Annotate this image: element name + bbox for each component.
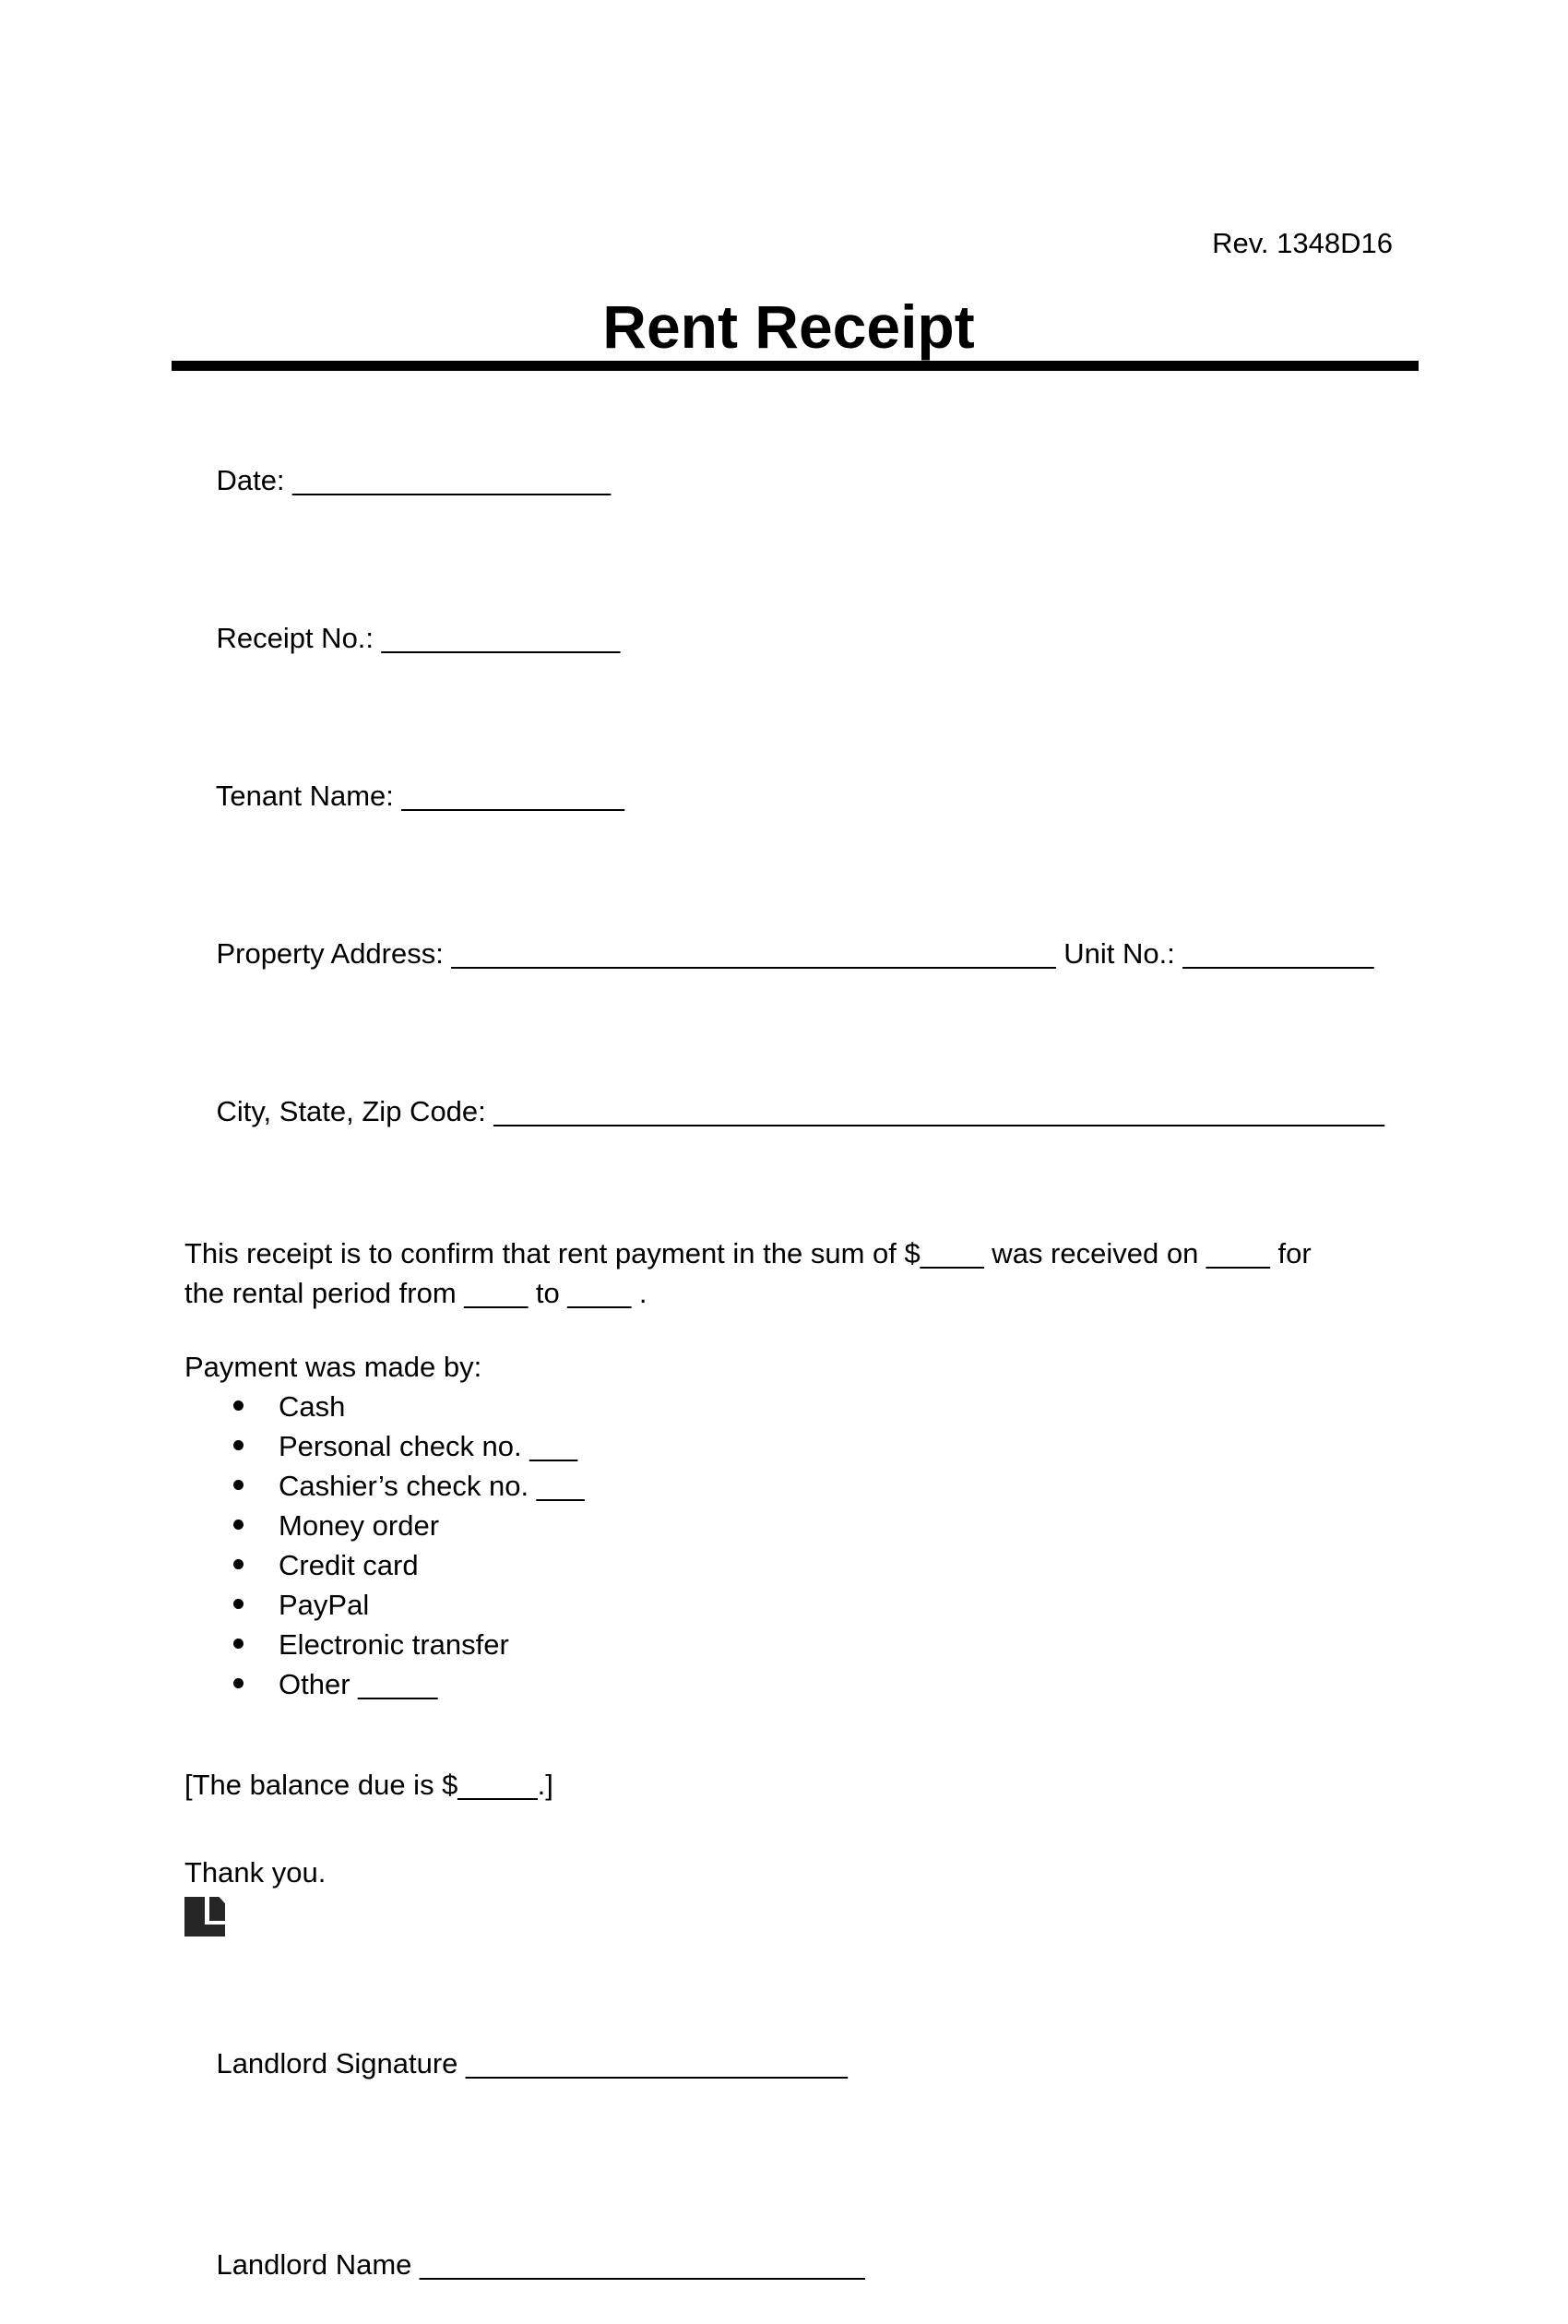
field-property-address [184,894,1393,1013]
balance-due-note: [The balance due is $_____.] [184,1769,553,1801]
field-property-address-label: Property Address: [216,937,452,970]
payment-option-credit-card: Credit card [229,1545,1393,1585]
payment-option-money-order: Money order [229,1506,1393,1545]
field-receipt-no-blank: _______________ [381,622,621,654]
field-city-state-zip-label: City, State, Zip Code: [216,1095,494,1127]
field-tenant-name-blank: ______________ [401,780,624,812]
landlord-name-blank: ____________________________ [420,2248,865,2281]
field-date-label: Date: [216,464,293,496]
field-property-address-blank: ______________________________________ [451,937,1056,970]
landlord-signature-row [184,2004,1393,2123]
payment-option-cashiers-check: Cashier’s check no. ___ [229,1466,1393,1506]
payment-option-personal-check: Personal check no. ___ [229,1426,1393,1466]
revision-label: Rev. 1348D16 [1212,227,1393,259]
payment-option-electronic-transfer: Electronic transfer [229,1625,1393,1664]
payment-method-intro: Payment was made by: [184,1351,482,1383]
payment-option-cash: Cash [229,1387,1393,1426]
field-unit-no-label: Unit No.: [1055,937,1183,970]
landlord-name-row [184,2205,1393,2324]
payment-options-list [229,1387,1393,1704]
field-receipt-no [184,578,1393,697]
page-title: Rent Receipt [602,292,975,361]
title-divider [172,361,1419,371]
field-city-state-zip-blank: ________________________________________________________ [493,1095,1384,1127]
logo-l-bottom-bar [184,1925,225,1937]
thank-you-text: Thank you. [184,1856,327,1889]
payment-option-paypal: PayPal [229,1585,1393,1625]
field-date-blank: ____________________ [292,464,611,496]
logo-page-shape [209,1897,225,1921]
landlord-name-label: Landlord Name [216,2248,421,2281]
landlord-signature-label: Landlord Signature [216,2047,467,2080]
field-tenant-name-label: Tenant Name: [215,780,402,812]
field-tenant-name [184,736,1393,855]
field-city-state-zip [184,1052,1393,1171]
legal-templates-logo [184,1897,225,1937]
payment-option-other: Other _____ [229,1664,1393,1704]
field-date [184,421,1393,540]
field-receipt-no-label: Receipt No.: [216,622,382,654]
landlord-signature-blank: ________________________ [466,2047,848,2080]
field-unit-no-blank: ____________ [1182,937,1374,970]
confirmation-paragraph: This receipt is to confirm that rent payment in the sum of $____ was received on ____ for the rental period from ____ to ____ . [184,1237,1312,1309]
